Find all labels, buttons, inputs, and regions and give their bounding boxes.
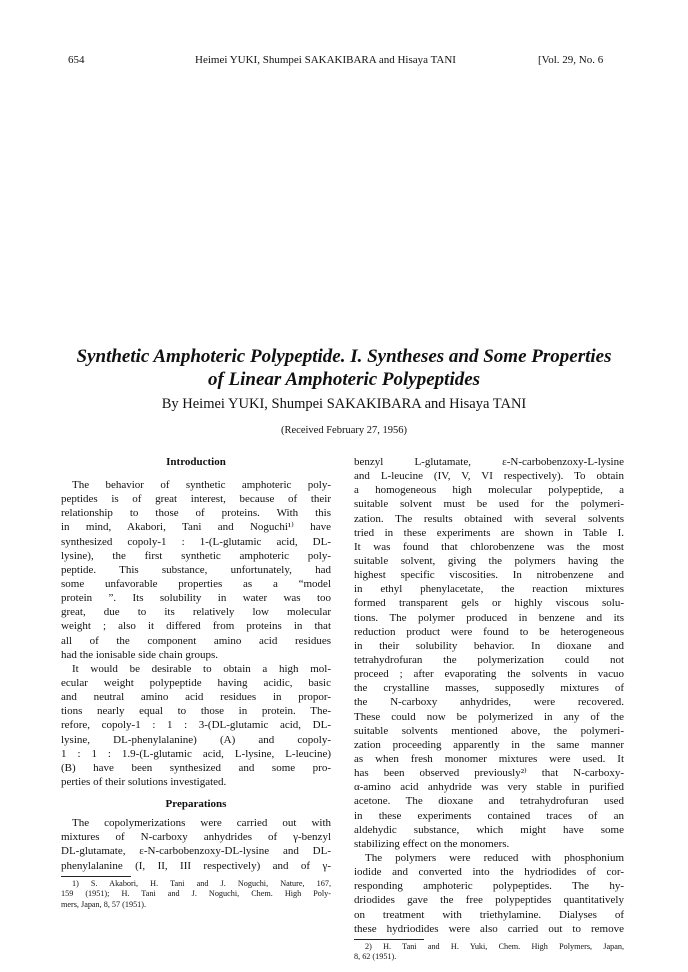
text-line: zation proceeding apparently in the same manner bbox=[354, 738, 624, 751]
text-line: stabilizing effect on the monomers. bbox=[354, 837, 510, 850]
text-line: These could now be polymerized in any of the bbox=[354, 710, 624, 723]
preparations-body bbox=[61, 816, 331, 873]
text-line: and L-leucine (IV, V, VI respectively). To obtain bbox=[354, 470, 624, 483]
text-line: some unfavorable properties as a “model bbox=[61, 577, 331, 590]
received-date: (Received February 27, 1956) bbox=[281, 425, 407, 436]
text-line: ecular weight polypeptide having acidic, basic bbox=[61, 676, 331, 689]
text-line: benzyl L-glutamate, ε-N-carbobenzoxy-L-lysine bbox=[354, 456, 624, 468]
article-title-line-2: of Linear Amphoteric Polypeptides bbox=[207, 369, 481, 390]
footnote-1 bbox=[61, 879, 331, 911]
text-line: It would be desirable to obtain a high mol- bbox=[72, 662, 331, 675]
footnote-line: 1) S. Akabori, H. Tani and J. Noguchi, Nature, 167, bbox=[72, 878, 331, 888]
text-line: as when fresh monomer mixtures were used. It bbox=[354, 752, 624, 765]
introduction-heading: Introduction bbox=[166, 456, 226, 468]
text-line: The behavior of synthetic amphoteric poly- bbox=[72, 479, 331, 491]
text-line: aldehydic substance, which might have some bbox=[354, 823, 624, 836]
text-line: the N-carboxy anhydrides, were recovered. bbox=[354, 696, 624, 709]
text-line: refore, copoly-1 : 1 : 3-(DL-glutamic acid, DL- bbox=[61, 719, 331, 732]
article-title-line-1: Synthetic Amphoteric Polypeptide. I. Syntheses and Some Properties bbox=[76, 346, 612, 367]
footnote-line: mers, Japan, 8, 57 (1951). bbox=[61, 899, 147, 909]
text-line: tions. The polymer produced in benzene and its bbox=[354, 611, 624, 624]
footnote-2 bbox=[354, 942, 624, 963]
text-line: has been observed previously²⁾ that N-carboxy- bbox=[354, 767, 624, 780]
text-line: perties of their solutions investigated. bbox=[61, 775, 227, 788]
author-byline: By Heimei YUKI, Shumpei SAKAKIBARA and Hisaya TANI bbox=[161, 396, 527, 412]
text-line: driodides gave the free polypeptides quantitatively bbox=[354, 894, 624, 907]
right-column bbox=[354, 455, 624, 963]
text-line: protein ”. Its solubility in water was too bbox=[61, 592, 331, 605]
text-line: lysine, DL-phenylalanine) (A) and copoly- bbox=[61, 733, 331, 746]
preparations-heading: Preparations bbox=[165, 798, 227, 811]
introduction-body bbox=[61, 478, 331, 789]
text-line: mixtures of N-carboxy anhydrides of γ-benzyl bbox=[61, 831, 331, 844]
text-line: and neutral amino acid residues in propor- bbox=[61, 691, 331, 704]
text-line: peptides is of great interest, because of their bbox=[61, 493, 331, 506]
text-line: a homogeneous high molecular polypeptide, a bbox=[354, 484, 624, 497]
footnote-line: 8, 62 (1951). bbox=[354, 952, 397, 962]
text-line: had the ionisable side chain groups. bbox=[61, 648, 219, 661]
text-line: highest specific viscosities. In nitrobenzene and bbox=[354, 569, 624, 582]
text-line: acetone. The dioxane and tetrahydrofuran used bbox=[354, 795, 624, 808]
footnote-line: 2) H. Tani and H. Yuki, Chem. High Polymers, Japan, bbox=[365, 941, 624, 951]
text-line: in their solubility behavior. In dioxane and bbox=[354, 639, 624, 652]
page-number: 654 bbox=[68, 54, 85, 66]
footnote-rule bbox=[354, 939, 424, 940]
text-line: these hydriodides were also carried out to remove bbox=[354, 922, 624, 935]
text-line: great, due to its relatively low molecular bbox=[61, 606, 331, 619]
text-line: suitable solvent, giving the polymers having the bbox=[354, 554, 624, 567]
text-line: proceed ; after evaporating the solvents in vacuo bbox=[354, 668, 624, 681]
text-line: It was found that chlorobenzene was the most bbox=[354, 540, 624, 553]
left-column bbox=[61, 455, 331, 910]
text-line: in ethyl phenylacetate, the reaction mixtures bbox=[354, 583, 624, 596]
running-header-authors: Heimei YUKI, Shumpei SAKAKIBARA and Hisaya TANI bbox=[195, 54, 456, 66]
text-line: synthesized copoly-1 : 1-(L-glutamic acid, DL- bbox=[61, 535, 331, 548]
running-header-volume: [Vol. 29, No. 6 bbox=[538, 54, 604, 66]
text-line: suitable solvents mentioned above, the polymeri- bbox=[354, 724, 624, 737]
text-line: weight ; also it differed from proteins in that bbox=[61, 620, 331, 633]
text-line: 1 : 1 : 1.9-(L-glutamic acid, L-lysine, L-leucine) bbox=[61, 747, 331, 760]
text-line: all of the component amino acid residues bbox=[61, 634, 331, 647]
text-line: tions nearly equal to those in protein. The- bbox=[61, 705, 331, 718]
text-line: α-amino acid anhydride was very stable in purified bbox=[354, 781, 624, 794]
text-line: The polymers were reduced with phosphonium bbox=[365, 851, 624, 864]
text-line: phenylalanine (I, II, III respectively) and of γ- bbox=[61, 859, 331, 872]
right-column-body bbox=[354, 455, 624, 936]
text-line: zation. The results obtained with several solvents bbox=[354, 512, 624, 525]
text-line: peptide. This substance, unfortunately, had bbox=[61, 563, 331, 576]
footnote-line: 159 (1951); H. Tani and J. Noguchi, Chem. High Poly- bbox=[61, 889, 331, 899]
text-line: suitable solvent must be used for the polymeri- bbox=[354, 498, 624, 511]
text-line: responding amphoteric polypeptides. The hy- bbox=[354, 880, 624, 893]
text-line: relationship to those of proteins. With this bbox=[61, 507, 331, 520]
text-line: formed transparent gels or highly viscous solu- bbox=[354, 597, 624, 610]
text-line: The copolymerizations were carried out with bbox=[72, 817, 331, 830]
text-line: (B) have been synthesized and some pro- bbox=[61, 761, 331, 774]
text-line: DL-glutamate, ε-N-carbobenzoxy-DL-lysine and DL- bbox=[61, 845, 331, 858]
text-line: in these experiments contained traces of an bbox=[354, 809, 624, 822]
text-line: tried in these experiments are shown in Table I. bbox=[354, 526, 624, 539]
text-line: reduction product were found to be heterogeneous bbox=[354, 625, 624, 638]
text-line: lysine), the first synthetic amphoteric poly- bbox=[61, 549, 331, 562]
text-line: in mind, Akabori, Tani and Noguchi¹⁾ have bbox=[61, 521, 331, 534]
article-title bbox=[40, 345, 648, 391]
text-line: iodide and converted into the hydriodides of cor- bbox=[354, 866, 624, 879]
text-line: the crystalline masses, supposedly mixtures of bbox=[354, 682, 624, 695]
footnote-rule bbox=[61, 876, 131, 877]
text-line: on treatment with triethylamine. Dialyses of bbox=[354, 908, 624, 921]
text-line: tetrahydrofuran the polymerization could not bbox=[354, 653, 624, 666]
